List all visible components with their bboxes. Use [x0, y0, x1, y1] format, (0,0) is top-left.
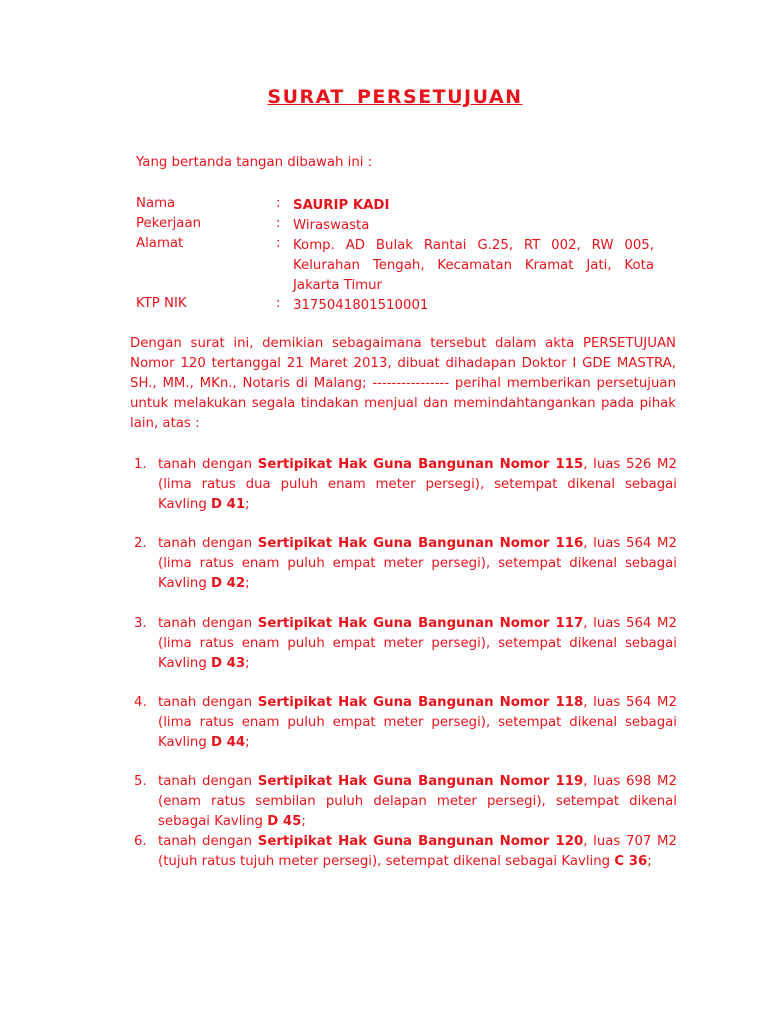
- item-text: tanah dengan Sertipikat Hak Guna Bangunan Nomor 117, luas 564 M2 (lima ratus enam puluh empat meter persegi), setempat dikenal sebagai Kavling D 43;: [158, 616, 677, 671]
- item-number: 3.: [134, 616, 147, 631]
- item-text: tanah dengan Sertipikat Hak Guna Bangunan Nomor 116, luas 564 M2 (lima ratus enam puluh empat meter persegi), setempat dikenal sebagai Kavling D 42;: [158, 536, 677, 591]
- item-number: 4.: [134, 695, 147, 710]
- kavling-code: D 44: [211, 735, 246, 750]
- item-number: 2.: [134, 536, 147, 551]
- item-number: 1.: [134, 457, 147, 472]
- address-colon: :: [276, 236, 281, 251]
- name-label: Nama: [136, 196, 176, 211]
- document-title: SURAT PERSETUJUAN: [267, 86, 523, 108]
- item-text: tanah dengan Sertipikat Hak Guna Bangunan Nomor 120, luas 707 M2 (tujuh ratus tujuh meter persegi), setempat dikenal sebagai Kavling C 36;: [158, 834, 677, 869]
- ktp-label: KTP NIK: [136, 296, 187, 311]
- job-colon: :: [276, 216, 281, 231]
- ktp-value: 3175041801510001: [293, 298, 429, 313]
- intro-text: Yang bertanda tangan dibawah ini :: [136, 155, 373, 170]
- kavling-code: D 43: [211, 656, 246, 671]
- item-text: tanah dengan Sertipikat Hak Guna Bangunan Nomor 115, luas 526 M2 (lima ratus dua puluh enam meter persegi), setempat dikenal sebagai Kavling D 41;: [158, 457, 677, 512]
- item-number: 5.: [134, 774, 147, 789]
- job-value: Wiraswasta: [293, 218, 370, 233]
- certificate-number: Sertipikat Hak Guna Bangunan Nomor 117: [257, 616, 584, 631]
- item-text: tanah dengan Sertipikat Hak Guna Bangunan Nomor 118, luas 564 M2 (lima ratus enam puluh empat meter persegi), setempat dikenal sebagai Kavling D 44;: [158, 695, 677, 750]
- kavling-code: D 45: [267, 814, 302, 829]
- address-label: Alamat: [136, 236, 184, 251]
- name-value: SAURIP KADI: [293, 198, 390, 213]
- certificate-number: Sertipikat Hak Guna Bangunan Nomor 115: [257, 457, 584, 472]
- certificate-number: Sertipikat Hak Guna Bangunan Nomor 120: [257, 834, 584, 849]
- item-text: tanah dengan Sertipikat Hak Guna Bangunan Nomor 119, luas 698 M2 (enam ratus sembilan puluh delapan meter persegi), setempat dikenal sebagai Kavling D 45;: [158, 774, 677, 829]
- ktp-colon: :: [276, 296, 281, 311]
- certificate-number: Sertipikat Hak Guna Bangunan Nomor 119: [257, 774, 584, 789]
- kavling-code: C 36: [614, 854, 648, 869]
- address-value: Komp. AD Bulak Rantai G.25, RT 002, RW 005, Kelurahan Tengah, Kecamatan Kramat Jati, Kota Jakarta Timur: [293, 238, 654, 293]
- job-label: Pekerjaan: [136, 216, 202, 231]
- certificate-number: Sertipikat Hak Guna Bangunan Nomor 118: [257, 695, 584, 710]
- kavling-code: D 42: [211, 576, 246, 591]
- name-colon: :: [276, 196, 281, 211]
- consent-paragraph: Dengan surat ini, demikian sebagaimana tersebut dalam akta PERSETUJUAN Nomor 120 tertanggal 21 Maret 2013, dibuat dihadapan Doktor I GDE MASTRA, SH., MM., MKn., Notaris di Malang; ---------------- perihal memberikan persetujuan untuk melakukan segala tindakan menjual dan memindahtangankan pada pihak lain, atas :: [130, 336, 676, 431]
- certificate-number: Sertipikat Hak Guna Bangunan Nomor 116: [257, 536, 584, 551]
- item-number: 6.: [134, 834, 147, 849]
- kavling-code: D 41: [211, 497, 246, 512]
